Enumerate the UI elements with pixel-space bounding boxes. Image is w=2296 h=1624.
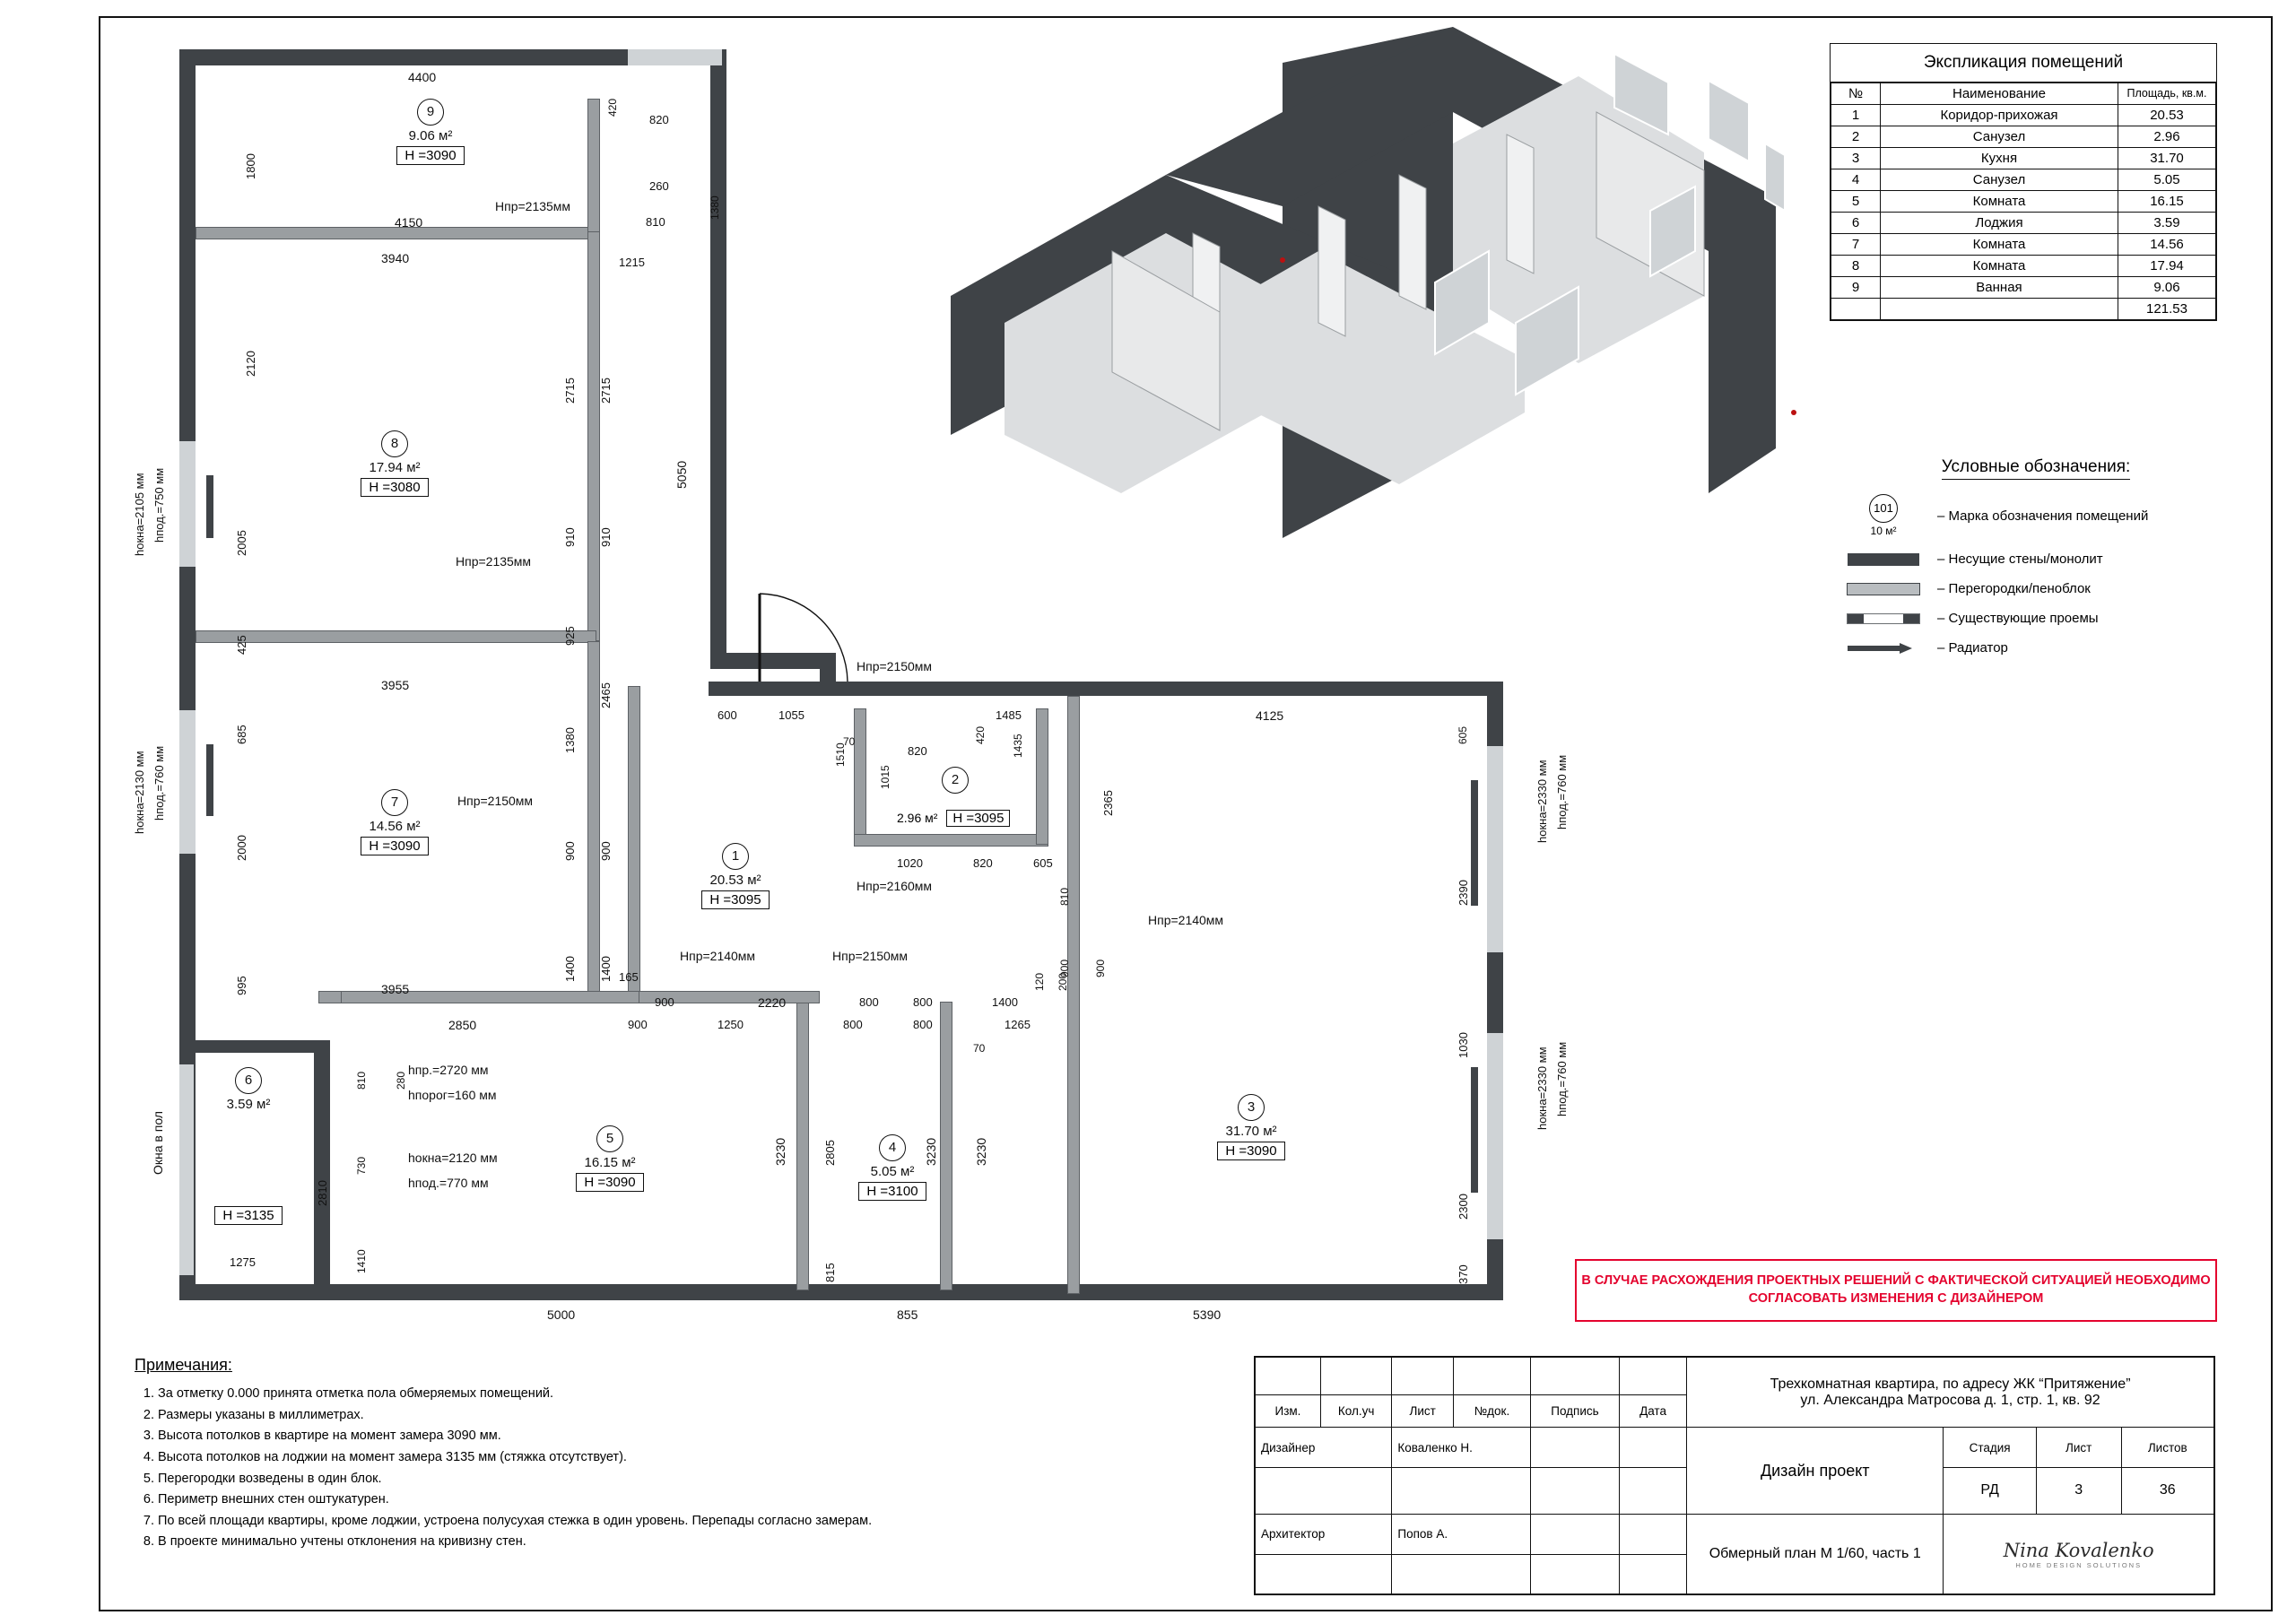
dim-m-52: 3230 xyxy=(974,1137,988,1166)
expl-area: 31.70 xyxy=(2118,148,2216,169)
dim-m-30: 2365 xyxy=(1101,790,1115,816)
left-window-note-2a: hокна=2130 мм xyxy=(133,751,146,834)
table-total-row xyxy=(1831,299,2216,320)
dim-m-7: 900 xyxy=(563,841,577,861)
dim-top-9: 1215 xyxy=(619,256,645,269)
dim-left-7: 995 xyxy=(235,976,248,995)
left-window-note-1a: hокна=2105 мм xyxy=(133,473,146,556)
drawing-title: Обмерный план М 1/60, часть 1 xyxy=(1709,1546,1921,1562)
lintel-note-7: Hпр=2150мм xyxy=(832,949,909,963)
lintel-note-6: Hпр=2140мм xyxy=(680,949,756,963)
expl-name: Санузел xyxy=(1881,169,2118,191)
expl-area: 3.59 xyxy=(2118,213,2216,234)
room-number-5: 5 xyxy=(596,1125,623,1152)
left-window-note-1b: hпод.=750 мм xyxy=(152,467,166,543)
room-tag-9 xyxy=(377,99,484,165)
dim-m-20: 800 xyxy=(843,1018,863,1031)
designer-label: Дизайнер xyxy=(1256,1428,1392,1467)
lintel-note-1: Hпр=2135мм xyxy=(495,199,571,213)
dim-m-56: 5390 xyxy=(1193,1307,1222,1322)
right-window-note-2a: hокна=2330 мм xyxy=(1535,1046,1549,1130)
radiator-4 xyxy=(1471,1067,1478,1193)
expl-num: 8 xyxy=(1831,256,1881,277)
legend-label-opening: – Существующие проемы xyxy=(1937,611,2099,626)
room-tag-6 xyxy=(199,1067,298,1225)
dim-m-2: 1380 xyxy=(563,727,577,753)
room-area-6: 3.59 м² xyxy=(226,1097,271,1112)
dim-left-5: 685 xyxy=(235,725,248,744)
dim-m-28: 900 xyxy=(1094,959,1107,977)
dim-m-27: 900 xyxy=(1058,959,1071,977)
sheet-value: 3 xyxy=(2036,1467,2121,1514)
partition-room4-right xyxy=(940,1002,952,1290)
window-height-note: hокна=2120 мм xyxy=(408,1151,498,1165)
dim-m-36: 1510 xyxy=(834,743,847,767)
stage-label: Стадия xyxy=(1944,1428,2036,1467)
window-right-1 xyxy=(1487,744,1503,954)
dim-m-9: 1400 xyxy=(563,956,577,982)
expl-name: Комната xyxy=(1881,256,2118,277)
room-tag-5 xyxy=(556,1125,664,1192)
dim-m-39: 1055 xyxy=(778,708,804,722)
radiator-3 xyxy=(1471,780,1478,906)
wall-right-wing-top xyxy=(852,682,1502,696)
expl-num: 6 xyxy=(1831,213,1881,234)
dim-left-9: 280 xyxy=(395,1071,407,1090)
partition-room8-bottom xyxy=(196,630,596,643)
loggia-window-note: Окна в пол xyxy=(151,1111,165,1175)
door-height-note: hпр.=2720 мм xyxy=(408,1063,489,1077)
partition-bath2-left xyxy=(854,708,866,845)
room-number-8: 8 xyxy=(381,430,408,457)
sheet-label: Лист xyxy=(2036,1428,2121,1467)
expl-num: 3 xyxy=(1831,148,1881,169)
dim-m-50: 2805 xyxy=(823,1140,837,1166)
legend-label-bearing: – Несущие стены/монолит xyxy=(1937,551,2103,567)
dim-m-47: 2300 xyxy=(1457,1194,1470,1220)
wall-loggia-top xyxy=(179,1040,330,1053)
threshold-note: hпорог=160 мм xyxy=(408,1088,497,1102)
dim-m-11: 3955 xyxy=(381,982,410,996)
architect-name: Попов А. xyxy=(1392,1515,1531,1554)
window-loggia xyxy=(179,1063,194,1277)
isometric-view xyxy=(897,27,1803,592)
expl-name: Коридор-прихожая xyxy=(1881,105,2118,126)
partition-room5-right xyxy=(796,1002,809,1290)
table-row xyxy=(1831,126,2216,148)
expl-num: 7 xyxy=(1831,234,1881,256)
dim-m-3: 2465 xyxy=(599,682,613,708)
warning-box xyxy=(1575,1259,2217,1322)
room-tag-2 xyxy=(915,767,996,794)
radiator-icon xyxy=(1830,643,1937,654)
expl-name: Комната xyxy=(1881,191,2118,213)
lintel-note-4: Hпр=2150мм xyxy=(857,659,933,673)
right-window-note-1b: hпод.=760 мм xyxy=(1555,754,1569,829)
dim-left-3: 2005 xyxy=(235,530,248,556)
right-window-note-2b: hпод.=760 мм xyxy=(1555,1041,1569,1116)
partition-bath2-bottom xyxy=(854,834,1048,847)
room-height-9: H =3090 xyxy=(396,146,464,165)
door-swing-icon xyxy=(758,592,857,690)
dim-m-38: 600 xyxy=(718,708,737,722)
notes-title: Примечания: xyxy=(135,1356,232,1374)
dim-top-2: 420 xyxy=(606,98,619,117)
room-number-6: 6 xyxy=(235,1067,262,1094)
room-height-8: H =3080 xyxy=(361,478,428,497)
stamp-col-ndok: №док. xyxy=(1453,1394,1530,1428)
project-type: Дизайн проект xyxy=(1760,1461,1870,1480)
dim-m-45: 2390 xyxy=(1457,880,1470,906)
note-item: 4. Высота потолков на лоджии на момент замера 3135 мм (стяжка отсутствует). xyxy=(158,1447,1318,1469)
stamp-col-koluch: Кол.уч xyxy=(1320,1394,1391,1428)
room-area-3: 31.70 м² xyxy=(1225,1124,1277,1139)
dim-m-53: 5000 xyxy=(547,1307,576,1322)
window-room9 xyxy=(628,49,722,65)
explication-table xyxy=(1830,43,2217,321)
dim-m-18: 900 xyxy=(628,1018,648,1031)
object-line-1: Трехкомнатная квартира, по адресу ЖК “Притяжение” xyxy=(1770,1376,2131,1392)
legend-label-mark: – Марка обозначения помещений xyxy=(1937,508,2149,524)
window-right-2 xyxy=(1487,1031,1503,1241)
room-area-5: 16.15 м² xyxy=(584,1155,636,1170)
expl-area: 14.56 xyxy=(2118,234,2216,256)
room-area-2: 2.96 м² xyxy=(897,811,938,825)
dim-m-24: 120 xyxy=(1033,972,1046,991)
warning-text: В СЛУЧАЕ РАСХОЖДЕНИЯ ПРОЕКТНЫХ РЕШЕНИЙ С ФАКТИЧЕСКОЙ СИТУАЦИЕЙ НЕОБХОДИМО СОГЛАСОВАТЬ ИЗМЕНЕНИЯ С ДИЗАЙНЕРОМ xyxy=(1581,1273,2211,1306)
lintel-note-2: Hпр=2135мм xyxy=(456,554,532,569)
expl-num: 5 xyxy=(1831,191,1881,213)
room-number-1: 1 xyxy=(722,843,749,870)
dim-m-33: 420 xyxy=(974,725,987,744)
dim-top-12: 5050 xyxy=(674,460,689,489)
dim-m-19: 1250 xyxy=(718,1018,744,1031)
dim-left-8: 810 xyxy=(355,1071,368,1090)
dim-m-1: 3955 xyxy=(381,678,410,692)
expl-area: 17.94 xyxy=(2118,256,2216,277)
wall-exterior-bottom xyxy=(179,1284,1503,1300)
room-tag-7 xyxy=(341,789,448,855)
right-window-note-1a: hокна=2330 мм xyxy=(1535,760,1549,843)
room-area-1: 20.53 м² xyxy=(709,873,761,888)
room-height-5: H =3090 xyxy=(576,1173,643,1192)
legend xyxy=(1830,457,2224,656)
expl-num: 2 xyxy=(1831,126,1881,148)
expl-name: Лоджия xyxy=(1881,213,2118,234)
room-tag-1 xyxy=(682,843,789,909)
partition-wall-icon xyxy=(1830,583,1937,595)
table-row xyxy=(1831,213,2216,234)
dim-m-5: 910 xyxy=(599,527,613,547)
table-row xyxy=(1831,148,2216,169)
left-window-note-2b: hпод.=760 мм xyxy=(152,745,166,821)
stage-value: РД xyxy=(1944,1467,2036,1514)
dim-left-11: 2810 xyxy=(316,1180,329,1206)
room-height-3: H =3090 xyxy=(1217,1142,1284,1160)
legend-title: Условные обозначения: xyxy=(1942,457,2131,480)
dim-left-6: 2000 xyxy=(235,835,248,861)
dim-top-4: 260 xyxy=(649,179,669,193)
window-left-1 xyxy=(179,439,196,569)
object-line-2: ул. Александра Матросова д. 1, стр. 1, кв. 92 xyxy=(1800,1392,2100,1408)
dim-top-7: 4150 xyxy=(395,215,423,230)
expl-name: Комната xyxy=(1881,234,2118,256)
wall-right-upper xyxy=(710,49,726,668)
expl-total: 121.53 xyxy=(2118,299,2216,320)
radiator-1 xyxy=(206,475,213,538)
partition-bath2-right xyxy=(1036,708,1048,845)
room-height-7: H =3090 xyxy=(361,837,428,855)
sheets-value: 36 xyxy=(2121,1467,2214,1514)
stamp-col-data: Дата xyxy=(1619,1394,1686,1428)
dim-m-6: 925 xyxy=(563,626,577,646)
dim-m-32: 820 xyxy=(908,744,927,758)
room-mark-icon xyxy=(1830,494,1937,537)
room-area-4: 5.05 м² xyxy=(870,1164,915,1179)
dim-m-35: 1485 xyxy=(996,708,1022,722)
note-item: 8. В проекте минимально учтены отклонения на кривизну стен. xyxy=(158,1532,1318,1553)
dim-left-13: 1275 xyxy=(230,1255,256,1269)
partition-room9-right xyxy=(587,99,600,235)
dim-m-15: 800 xyxy=(859,995,879,1009)
room-number-2: 2 xyxy=(942,767,969,794)
dim-top-6: 810 xyxy=(646,215,665,229)
expl-num: 4 xyxy=(1831,169,1881,191)
dim-m-14: 2220 xyxy=(758,995,787,1010)
legend-label-radiator: – Радиатор xyxy=(1937,640,2008,656)
sheets-label: Листов xyxy=(2121,1428,2214,1467)
room-2-info xyxy=(897,807,1010,827)
expl-area: 16.15 xyxy=(2118,191,2216,213)
dim-left-1: 1800 xyxy=(244,153,257,179)
note-item: 5. Перегородки возведены в один блок. xyxy=(158,1469,1318,1490)
lintel-note-8: Hпр=2140мм xyxy=(1148,913,1224,927)
radiator-2 xyxy=(206,744,213,816)
dim-m-22: 1265 xyxy=(1004,1018,1031,1031)
architect-label: Архитектор xyxy=(1256,1515,1392,1554)
dim-m-51: 3230 xyxy=(924,1137,938,1166)
dim-m-37: 70 xyxy=(843,735,856,748)
dim-left-10: 730 xyxy=(355,1156,368,1175)
expl-area: 2.96 xyxy=(2118,126,2216,148)
legend-label-partition: – Перегородки/пеноблок xyxy=(1937,581,2091,596)
note-item: 6. Периметр внешних стен оштукатурен. xyxy=(158,1489,1318,1511)
dim-top-11: 2715 xyxy=(599,378,613,404)
table-row xyxy=(1831,256,2216,277)
window-left-2 xyxy=(179,708,196,855)
dim-left-2: 2120 xyxy=(244,351,257,377)
note-item: 7. По всей площади квартиры, кроме лоджии, устроена полусухая стежка в один уровень. Перепады согласно замерам. xyxy=(158,1511,1318,1533)
table-row xyxy=(1831,234,2216,256)
stamp-col-podpis: Подпись xyxy=(1530,1394,1619,1428)
dim-m-54: 815 xyxy=(823,1263,837,1282)
dim-left-12: 1410 xyxy=(355,1249,368,1273)
table-row xyxy=(1831,191,2216,213)
partition-room7-right xyxy=(587,641,600,1002)
lintel-note-3: Hпр=2150мм xyxy=(457,794,534,808)
table-row xyxy=(1831,105,2216,126)
dim-m-8: 900 xyxy=(599,841,613,861)
dim-m-26: 200 xyxy=(1057,972,1069,991)
dim-m-41: 820 xyxy=(973,856,993,870)
legend-row-mark xyxy=(1830,494,2224,537)
room-number-9: 9 xyxy=(417,99,444,126)
dim-m-40: 1020 xyxy=(897,856,923,870)
note-item: 1. За отметку 0.000 принята отметка пола обмеряемых помещений. xyxy=(158,1384,1318,1405)
dim-m-44: 4125 xyxy=(1256,708,1284,723)
expl-name: Ванная xyxy=(1881,277,2118,299)
dim-m-49: 3230 xyxy=(773,1137,787,1166)
dim-top-1: 4400 xyxy=(408,70,437,84)
dim-m-25: 1400 xyxy=(992,995,1018,1009)
room-number-3: 3 xyxy=(1238,1094,1265,1121)
dim-m-29: 810 xyxy=(1058,887,1071,906)
room-height-2: H =3095 xyxy=(946,810,1010,827)
dim-m-16: 800 xyxy=(913,995,933,1009)
partition-room8-right xyxy=(587,231,600,641)
dim-m-13: 900 xyxy=(655,995,674,1009)
dim-m-34: 1435 xyxy=(1012,734,1024,758)
expl-name: Санузел xyxy=(1881,126,2118,148)
designer-name: Коваленко Н. xyxy=(1392,1428,1531,1467)
table-row xyxy=(1831,169,2216,191)
table-row xyxy=(1831,277,2216,299)
expl-area: 9.06 xyxy=(2118,277,2216,299)
dim-m-46: 1030 xyxy=(1457,1032,1470,1058)
sill-height-note: hпод.=770 мм xyxy=(408,1176,489,1190)
dim-m-10: 1400 xyxy=(599,956,613,982)
signature-subtitle: HOME DESIGN SOLUTIONS xyxy=(2015,1560,2143,1569)
dim-top-8: 3940 xyxy=(381,251,410,265)
room-number-7: 7 xyxy=(381,789,408,816)
room-height-1: H =3095 xyxy=(701,890,769,909)
dim-left-4: 425 xyxy=(235,635,248,655)
stamp-col-list: Лист xyxy=(1392,1394,1454,1428)
dim-m-55: 855 xyxy=(897,1307,918,1322)
expl-header-area: Площадь, кв.м. xyxy=(2118,83,2216,105)
dim-top-5: 1380 xyxy=(709,195,721,220)
dim-top-3: 820 xyxy=(649,113,669,126)
expl-area: 20.53 xyxy=(2118,105,2216,126)
dim-m-4: 910 xyxy=(563,527,577,547)
dim-top-10: 2715 xyxy=(563,378,577,404)
room-number-4: 4 xyxy=(879,1134,906,1161)
partition-kitchen-left xyxy=(1067,696,1080,1294)
expl-area: 5.05 xyxy=(2118,169,2216,191)
partition-corridor-right xyxy=(628,686,640,993)
legend-row-bearing xyxy=(1830,551,2224,567)
room-area-8: 17.94 м² xyxy=(369,460,421,475)
dim-m-17: 2850 xyxy=(448,1018,477,1032)
wall-loggia-divider xyxy=(314,1040,330,1300)
dim-m-12: 165 xyxy=(619,970,639,984)
dim-m-48: 370 xyxy=(1457,1264,1470,1284)
notes-block xyxy=(135,1356,1318,1553)
note-item: 3. Высота потолков в квартире на момент замера 3090 мм. xyxy=(158,1426,1318,1447)
explication-title: Экспликация помещений xyxy=(1831,44,2216,83)
room-tag-3 xyxy=(1193,1094,1309,1160)
legend-row-radiator xyxy=(1830,640,2224,656)
stamp-col-izm: Изм. xyxy=(1256,1394,1321,1428)
dim-m-21: 800 xyxy=(913,1018,933,1031)
room-tag-8 xyxy=(341,430,448,497)
opening-icon xyxy=(1830,613,1937,624)
legend-mark-number: 101 xyxy=(1869,494,1898,523)
expl-name: Кухня xyxy=(1881,148,2118,169)
title-block xyxy=(1254,1356,2215,1595)
legend-row-partition xyxy=(1830,581,2224,596)
room-area-7: 14.56 м² xyxy=(369,819,421,834)
dim-m-31: 1015 xyxy=(879,765,891,789)
legend-mark-area: 10 м² xyxy=(1870,525,1897,537)
lintel-note-5: Hпр=2160мм xyxy=(857,879,933,893)
dim-m-43: 605 xyxy=(1457,725,1469,744)
dim-m-23: 70 xyxy=(973,1042,986,1055)
legend-row-opening xyxy=(1830,611,2224,626)
dim-m-42: 605 xyxy=(1033,856,1053,870)
expl-num: 9 xyxy=(1831,277,1881,299)
expl-header-num: № xyxy=(1831,83,1881,105)
bearing-wall-icon xyxy=(1830,553,1937,566)
room-height-6: H =3135 xyxy=(214,1206,282,1225)
room-height-4: H =3100 xyxy=(858,1182,926,1201)
signature: Nina Kovalenko xyxy=(2003,1539,2154,1561)
room-area-9: 9.06 м² xyxy=(408,128,453,143)
expl-num: 1 xyxy=(1831,105,1881,126)
note-item: 2. Размеры указаны в миллиметрах. xyxy=(158,1405,1318,1427)
expl-header-name: Наименование xyxy=(1881,83,2118,105)
